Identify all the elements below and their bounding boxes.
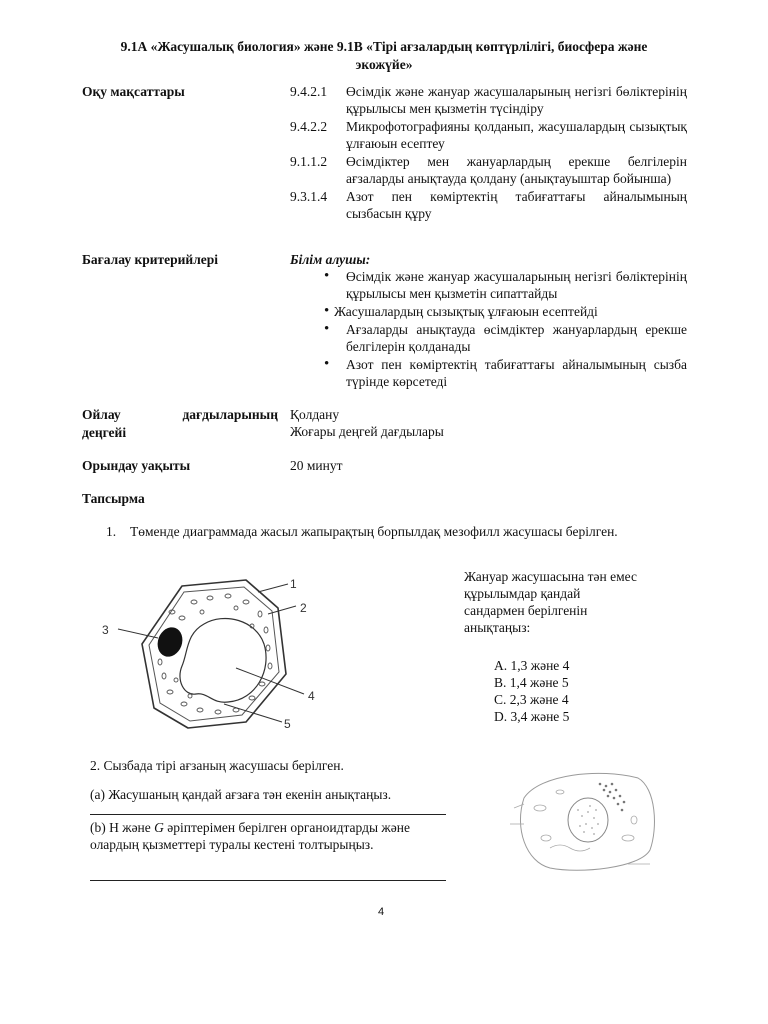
criteria-block xyxy=(290,251,687,391)
q1-question: Жануар жасушасына тән емес құрылымдар қандай сандармен берілгенін анықтаңыз: xyxy=(464,569,637,635)
option-c[interactable]: C. 2,3 және 4 xyxy=(494,692,569,707)
option-d[interactable]: D. 3,4 және 5 xyxy=(494,709,570,724)
objective-code: 9.4.2.2 xyxy=(290,119,328,134)
q2-part-b-letter: G xyxy=(154,820,164,835)
q1-number: 1. xyxy=(106,524,117,539)
q2-part-a: (a) Жасушаның қандай ағзаға тән екенін анықтаңыз. xyxy=(90,787,392,802)
objective-code: 9.1.1.2 xyxy=(290,154,328,169)
title-line-1: 9.1А «Жасушалық биология» және 9.1В «Тірі ағзалардың көптүрлілігі, биосфера және xyxy=(120,39,648,54)
q2-part-b-rest: әріптерімен берілген органоидтарды және олардың қызметтері туралы кестені толтырыңыз. xyxy=(90,820,410,852)
page-title xyxy=(60,38,708,74)
objectives-label: Оқу мақсаттары xyxy=(82,84,185,99)
time-label: Орындау уақыты xyxy=(82,458,191,473)
objectives-list xyxy=(290,83,687,223)
answer-line-b[interactable] xyxy=(90,880,446,881)
plant-cell-diagram xyxy=(96,572,330,740)
q2-text: 2. Сызбада тірі ағзаның жасушасы берілген. xyxy=(90,758,344,773)
diagram-label-1: 1 xyxy=(290,577,297,591)
time-value: 20 минут xyxy=(290,458,343,473)
criteria-heading: Білім алушы: xyxy=(290,252,371,267)
criteria-item: • Ағзаларды анықтауда өсімдіктер жануарлардың ерекше белгілерін қолданады xyxy=(290,321,687,355)
criteria-label: Бағалау критерийлері xyxy=(82,252,219,267)
nucleus xyxy=(154,624,187,660)
diagram-label-2: 2 xyxy=(300,601,307,615)
task-label: Тапсырма xyxy=(82,491,145,506)
q2-part-b xyxy=(90,819,440,853)
objective-code: 9.4.2.1 xyxy=(290,84,328,99)
diagram-label-5: 5 xyxy=(284,717,291,731)
criteria-item: • Өсімдік және жануар жасушаларының негізгі бөліктерінің құрылысы мен қызметін сипаттайды xyxy=(290,268,687,302)
objective-text: Микрофотографияны қолданып, жасушалардың сызықтық ұлғаюын есептеу xyxy=(346,119,687,151)
objective-code: 9.3.1.4 xyxy=(290,189,328,204)
vacuole xyxy=(180,618,266,702)
thinking-value-1: Қолдану xyxy=(290,407,340,422)
objective-item xyxy=(290,153,687,187)
leader-lines xyxy=(118,584,304,722)
objective-item xyxy=(290,188,687,222)
objective-item xyxy=(290,118,687,152)
diagram-label-4: 4 xyxy=(308,689,315,703)
page-number: 4 xyxy=(378,906,385,918)
title-line-2: экожүйе» xyxy=(355,57,413,72)
objective-text: Азот пен көміртектің табиғаттағы айналымының сызбасын құру xyxy=(346,189,687,221)
option-a[interactable]: A. 1,3 және 4 xyxy=(494,658,570,673)
criteria-item: • Азот пен көміртектің табиғаттағы айналымының сызба түрінде көрсетеді xyxy=(290,356,687,390)
objective-text: Өсімдіктер мен жануарлардың ерекше белгілерін ағзаларды анықтауда қолдану (анықтауыштар бойынша) xyxy=(346,154,687,186)
answer-line-a[interactable] xyxy=(90,814,446,815)
animal-cell-diagram xyxy=(510,768,660,878)
thinking-value-2: Жоғары деңгей дағдылары xyxy=(290,424,444,439)
objective-text: Өсімдік және жануар жасушаларының негізгі бөліктерінің құрылысы мен қызметін түсіндіру xyxy=(346,84,687,116)
thinking-label-part2: дағдыларының xyxy=(182,407,278,422)
q1-text: Төменде диаграммада жасыл жапырақтың борпылдақ мезофилл жасушасы берілген. xyxy=(130,524,618,539)
thinking-label-part3: деңгейі xyxy=(82,425,127,440)
objective-item xyxy=(290,83,687,117)
criteria-list xyxy=(290,268,687,390)
criteria-item: • Жасушалардың сызықтық ұлғаюын есептейді xyxy=(290,303,687,320)
thinking-label-part1: Ойлау xyxy=(82,407,121,422)
q2-part-b-prefix: (b) H және xyxy=(90,820,151,835)
option-b[interactable]: B. 1,4 және 5 xyxy=(494,675,569,690)
thinking-values xyxy=(290,406,687,440)
diagram-label-3: 3 xyxy=(102,623,109,637)
q1-options xyxy=(494,657,569,725)
thinking-label xyxy=(82,406,278,442)
